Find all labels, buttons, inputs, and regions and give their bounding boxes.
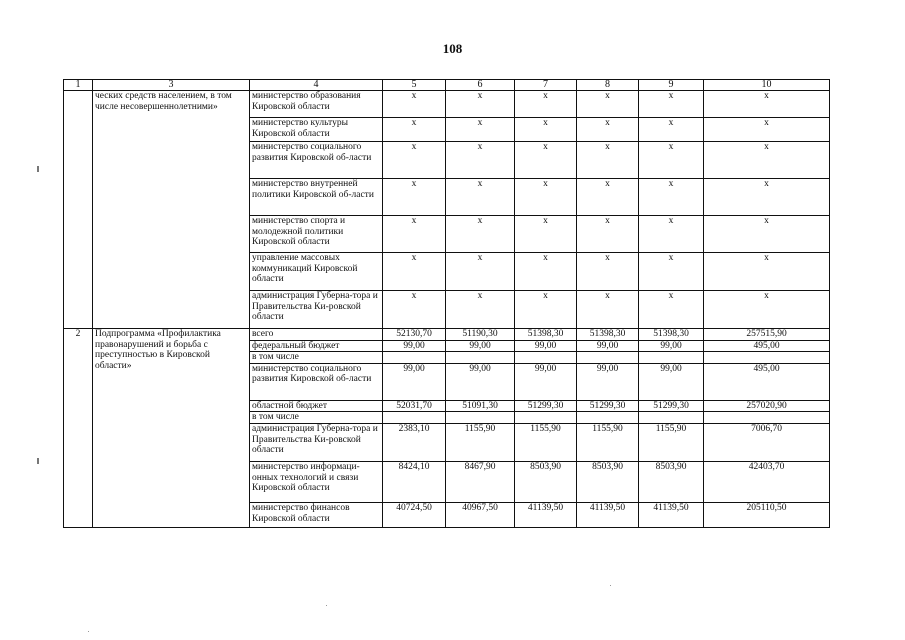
funding-source-cell: областной бюджет	[250, 400, 383, 412]
value-cell: 42403,70	[704, 461, 830, 502]
row-index-cell	[64, 91, 93, 329]
scan-speck	[37, 166, 39, 172]
value-cell: 99,00	[577, 340, 639, 352]
value-cell: х	[515, 118, 577, 142]
header-cell: 10	[704, 80, 830, 91]
value-cell: 41139,50	[577, 502, 639, 527]
value-cell: х	[446, 118, 515, 142]
value-cell: 51299,30	[577, 400, 639, 412]
funding-source-cell: министерство культуры Кировской области	[250, 118, 383, 142]
value-cell: 7006,70	[704, 423, 830, 461]
value-cell: х	[577, 118, 639, 142]
value-cell: х	[446, 253, 515, 291]
header-cell: 1	[64, 80, 93, 91]
value-cell: 257515,90	[704, 329, 830, 341]
value-cell: 40967,50	[446, 502, 515, 527]
header-cell: 5	[383, 80, 446, 91]
value-cell: х	[639, 91, 704, 118]
funding-source-cell: министерство социального развития Кировской об-ласти	[250, 363, 383, 400]
funding-source-cell: министерство внутренней политики Кировской об-ласти	[250, 179, 383, 216]
value-cell: х	[446, 179, 515, 216]
value-cell: 99,00	[639, 340, 704, 352]
value-cell: х	[446, 142, 515, 179]
value-cell: х	[704, 216, 830, 253]
value-cell: 8503,90	[515, 461, 577, 502]
value-cell: х	[704, 142, 830, 179]
value-cell: х	[446, 291, 515, 329]
value-cell: х	[704, 253, 830, 291]
value-cell: 99,00	[639, 363, 704, 400]
budget-table	[63, 79, 830, 528]
value-cell: 51299,30	[639, 400, 704, 412]
value-cell: 52130,70	[383, 329, 446, 341]
value-cell: 51299,30	[515, 400, 577, 412]
value-cell: х	[383, 253, 446, 291]
header-cell: 6	[446, 80, 515, 91]
funding-source-cell: министерство информаци-онных технологий и связи Кировской области	[250, 461, 383, 502]
value-cell: 205110,50	[704, 502, 830, 527]
value-cell	[639, 412, 704, 424]
header-row	[64, 80, 830, 91]
value-cell: 51190,30	[446, 329, 515, 341]
value-cell: 99,00	[383, 363, 446, 400]
funding-source-cell: министерство финансов Кировской области	[250, 502, 383, 527]
value-cell: х	[515, 216, 577, 253]
value-cell: 1155,90	[639, 423, 704, 461]
header-cell: 3	[93, 80, 250, 91]
scan-dot	[88, 631, 89, 632]
table-row	[64, 329, 830, 341]
value-cell	[704, 412, 830, 424]
program-name-cell: ческих средств населением, в том числе несовершеннолетними»	[93, 91, 250, 329]
value-cell: 41139,50	[639, 502, 704, 527]
program-name-cell: Подпрограмма «Профилактика правонарушений и борьба с преступностью в Кировской области»	[93, 329, 250, 528]
value-cell: х	[577, 253, 639, 291]
funding-source-cell: в том числе	[250, 412, 383, 424]
header-cell: 4	[250, 80, 383, 91]
value-cell: х	[446, 91, 515, 118]
value-cell: х	[639, 291, 704, 329]
funding-source-cell: министерство спорта и молодежной политики Кировской области	[250, 216, 383, 253]
value-cell: х	[383, 91, 446, 118]
value-cell: 99,00	[383, 340, 446, 352]
value-cell: х	[383, 216, 446, 253]
value-cell: х	[515, 291, 577, 329]
funding-source-cell: всего	[250, 329, 383, 341]
page-number: 108	[442, 41, 463, 56]
value-cell: 51091,30	[446, 400, 515, 412]
value-cell: х	[639, 142, 704, 179]
value-cell: 8503,90	[639, 461, 704, 502]
value-cell: 495,00	[704, 363, 830, 400]
value-cell: 1155,90	[446, 423, 515, 461]
value-cell	[383, 352, 446, 364]
scan-speck	[37, 458, 39, 464]
value-cell: х	[639, 216, 704, 253]
value-cell: 1155,90	[515, 423, 577, 461]
value-cell: 2383,10	[383, 423, 446, 461]
value-cell: 8467,90	[446, 461, 515, 502]
value-cell: х	[639, 179, 704, 216]
value-cell: х	[639, 253, 704, 291]
value-cell: 99,00	[577, 363, 639, 400]
value-cell	[704, 352, 830, 364]
scan-dot	[326, 605, 327, 606]
value-cell	[446, 352, 515, 364]
funding-source-cell: управление массовых коммуникаций Кировской области	[250, 253, 383, 291]
value-cell: х	[515, 91, 577, 118]
value-cell: х	[577, 91, 639, 118]
value-cell: х	[704, 118, 830, 142]
funding-source-cell: министерство социального развития Кировской об-ласти	[250, 142, 383, 179]
value-cell: х	[577, 216, 639, 253]
value-cell: х	[577, 291, 639, 329]
funding-source-cell: администрация Губерна-тора и Правительства Ки-ровской области	[250, 423, 383, 461]
value-cell	[515, 412, 577, 424]
value-cell: х	[383, 291, 446, 329]
value-cell: 52031,70	[383, 400, 446, 412]
funding-source-cell: федеральный бюджет	[250, 340, 383, 352]
value-cell: х	[704, 91, 830, 118]
value-cell: 41139,50	[515, 502, 577, 527]
value-cell: 257020,90	[704, 400, 830, 412]
value-cell: х	[515, 179, 577, 216]
header-cell: 9	[639, 80, 704, 91]
value-cell	[577, 352, 639, 364]
value-cell: х	[577, 142, 639, 179]
value-cell: х	[383, 179, 446, 216]
value-cell: 51398,30	[639, 329, 704, 341]
header-cell: 7	[515, 80, 577, 91]
value-cell: 99,00	[515, 340, 577, 352]
value-cell: 1155,90	[577, 423, 639, 461]
value-cell	[577, 412, 639, 424]
value-cell: х	[446, 216, 515, 253]
scan-dot	[610, 585, 611, 586]
value-cell: 99,00	[446, 363, 515, 400]
value-cell	[383, 412, 446, 424]
value-cell	[639, 352, 704, 364]
header-cell: 8	[577, 80, 639, 91]
value-cell: х	[383, 142, 446, 179]
funding-source-cell: министерство образования Кировской области	[250, 91, 383, 118]
value-cell: 99,00	[446, 340, 515, 352]
value-cell: 8503,90	[577, 461, 639, 502]
value-cell: 51398,30	[515, 329, 577, 341]
value-cell	[446, 412, 515, 424]
value-cell: х	[704, 179, 830, 216]
value-cell: х	[577, 179, 639, 216]
value-cell	[515, 352, 577, 364]
value-cell: х	[515, 253, 577, 291]
value-cell: х	[515, 142, 577, 179]
funding-source-cell: администрация Губерна-тора и Правительства Ки-ровской области	[250, 291, 383, 329]
value-cell: 8424,10	[383, 461, 446, 502]
value-cell: 40724,50	[383, 502, 446, 527]
funding-source-cell: в том числе	[250, 352, 383, 364]
value-cell: 495,00	[704, 340, 830, 352]
value-cell: 99,00	[515, 363, 577, 400]
row-index-cell: 2	[64, 329, 93, 528]
value-cell: х	[639, 118, 704, 142]
value-cell: 51398,30	[577, 329, 639, 341]
table-row	[64, 91, 830, 118]
value-cell: х	[383, 118, 446, 142]
value-cell: х	[704, 291, 830, 329]
